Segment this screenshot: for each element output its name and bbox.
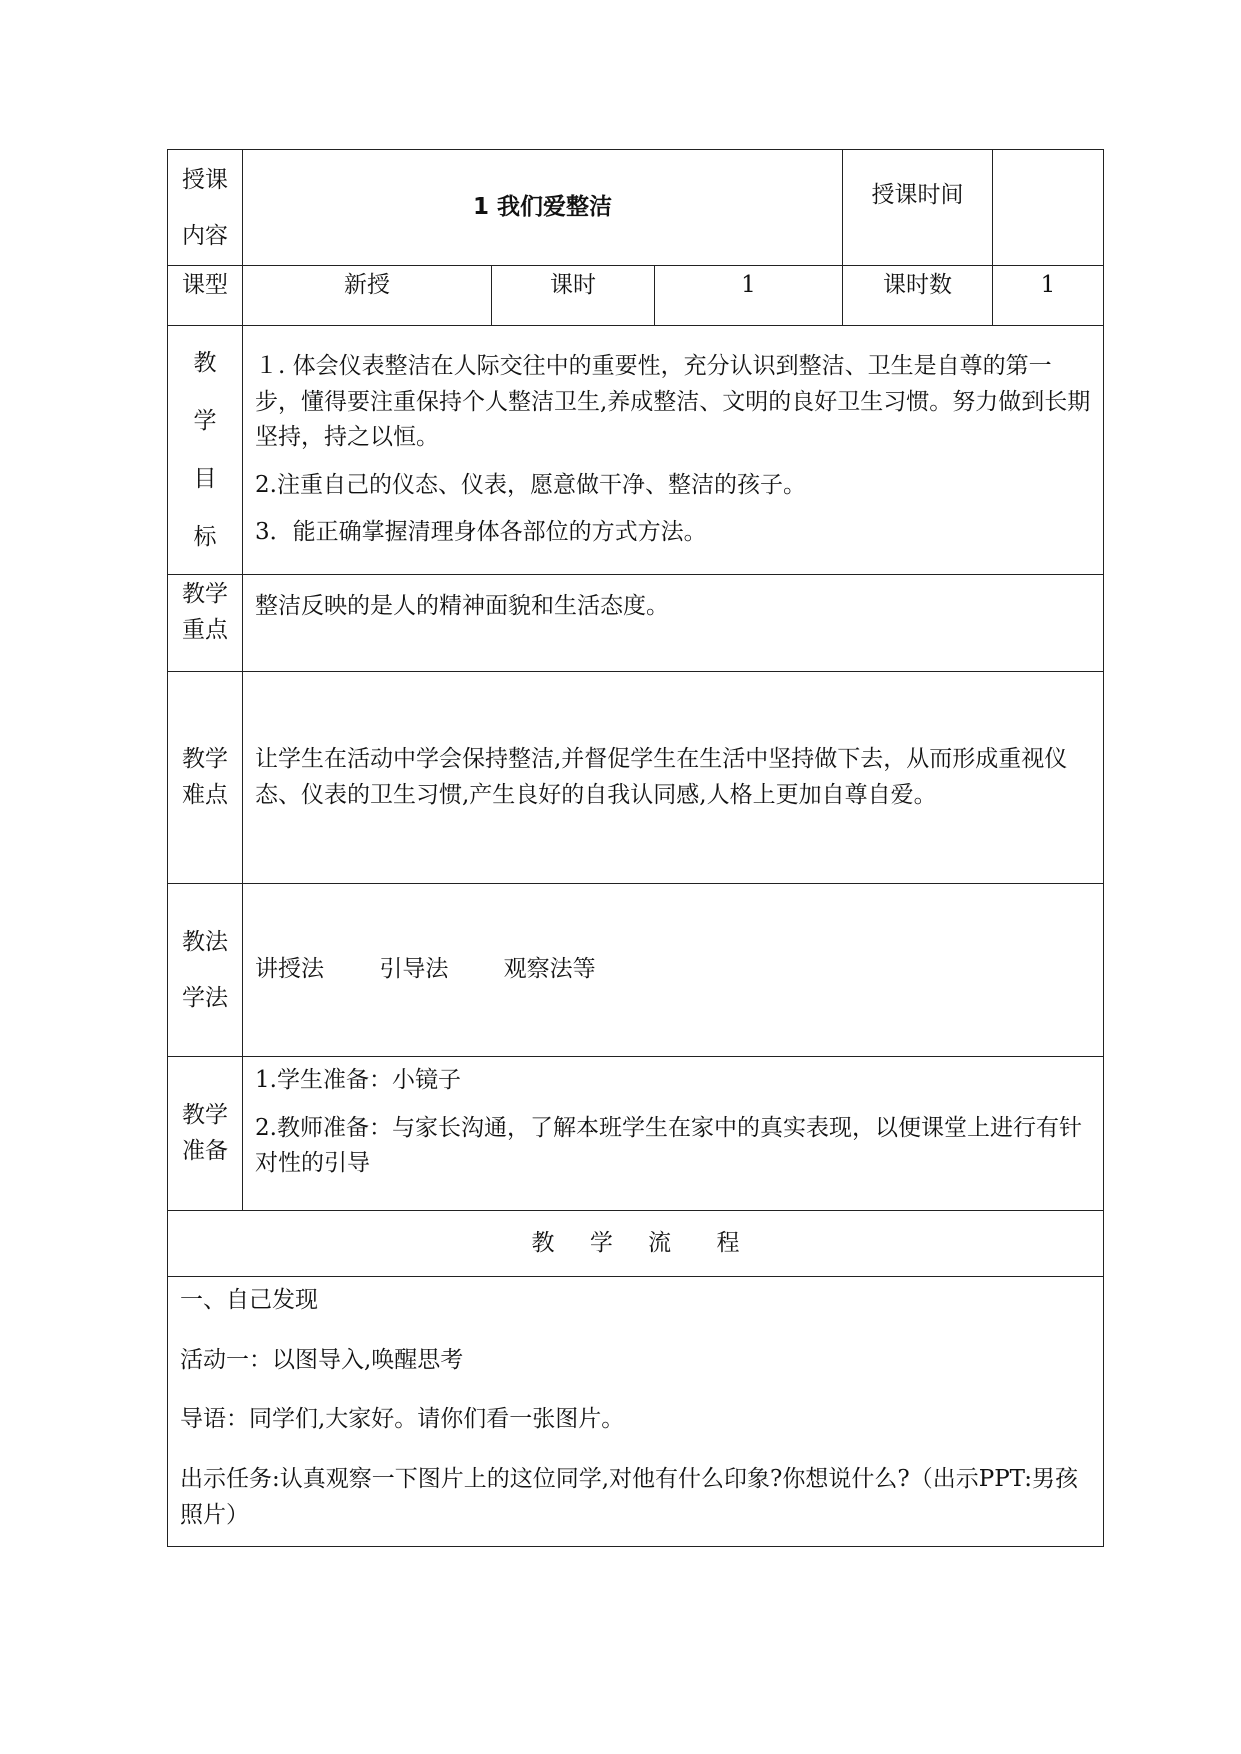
flow-line: 出示任务:认真观察一下图片上的这位同学,对他有什么印象?你想说什么?（出示PPT:男孩照片） — [180, 1465, 1078, 1528]
flow-line: 导语：同学们,大家好。请你们看一张图片。 — [180, 1406, 625, 1433]
period-value: 1 — [655, 266, 843, 326]
preparation-label-line: 教学 — [182, 1101, 228, 1128]
preparation-label-line: 准备 — [182, 1137, 228, 1164]
methods-label — [168, 884, 243, 1057]
lesson-title: 1 我们爱整洁 — [243, 150, 843, 266]
objectives-content — [243, 326, 1104, 575]
lesson-time-label: 授课时间 — [843, 150, 993, 266]
methods-row — [168, 884, 1104, 1057]
lesson-content-label — [168, 150, 243, 266]
flow-line: 活动一：以图导入,唤醒思考 — [180, 1346, 464, 1373]
flow-body-row — [168, 1277, 1104, 1547]
method-item: 引导法 — [379, 956, 449, 983]
flow-title-char: 流 — [648, 1229, 672, 1256]
methods-label-line: 教法 — [182, 929, 228, 955]
preparation-content — [243, 1057, 1104, 1211]
objectives-label-char: 教 — [193, 350, 217, 376]
method-item: 讲授法 — [255, 956, 324, 983]
flow-title-row — [168, 1211, 1104, 1277]
difficulties-row — [168, 672, 1104, 884]
lesson-time-value — [993, 150, 1104, 266]
methods-label-line: 学法 — [182, 985, 228, 1011]
objectives-label-char: 目 — [193, 466, 217, 492]
method-item: 观察法等 — [503, 956, 596, 983]
period-label: 课时 — [492, 266, 655, 326]
preparation-item: 1.学生准备：小镜子 — [255, 1067, 461, 1093]
preparation-item: 2.教师准备：与家长沟通，了解本班学生在家中的真实表现，以便课堂上进行有针对性的引导 — [255, 1114, 1082, 1177]
lesson-plan-table — [167, 149, 1104, 1547]
flow-title-char: 教 — [531, 1229, 555, 1256]
flow-title-char: 学 — [589, 1229, 613, 1256]
lesson-label-line-1: 授课 — [182, 166, 228, 193]
key-points-label — [168, 575, 243, 672]
period-count-label: 课时数 — [843, 266, 993, 326]
difficulties-label-line: 难点 — [182, 781, 228, 808]
key-points-text: 整洁反映的是人的精神面貌和生活态度。 — [243, 575, 1104, 672]
flow-title — [168, 1211, 1104, 1277]
flow-body — [168, 1277, 1104, 1547]
objectives-row — [168, 326, 1104, 575]
difficulties-text: 让学生在活动中学会保持整洁,并督促学生在生活中坚持做下去，从而形成重视仪态、仪表的卫生习惯,产生良好的自我认同感,人格上更加自尊自爱。 — [243, 672, 1104, 884]
key-points-label-line: 教学 — [182, 581, 228, 607]
methods-content — [243, 884, 1104, 1057]
objectives-label — [168, 326, 243, 575]
difficulties-label — [168, 672, 243, 884]
flow-line: 一、自己发现 — [180, 1287, 318, 1313]
objective-item: １. 体会仪表整洁在人际交往中的重要性，充分认识到整洁、卫生是自尊的第一步，懂得要注重保持个人整洁卫生,养成整洁、文明的良好卫生习惯。努力做到长期坚持，持之以恒。 — [255, 352, 1091, 451]
objective-item: 3．能正确掌握清理身体各部位的方式方法。 — [255, 519, 707, 546]
objective-item: 2.注重自己的仪态、仪表，愿意做干净、整洁的孩子。 — [255, 471, 806, 498]
lesson-label-line-2: 内容 — [182, 222, 228, 249]
difficulties-label-line: 教学 — [182, 745, 228, 772]
objectives-label-char: 学 — [193, 408, 217, 434]
objectives-label-char: 标 — [193, 524, 217, 550]
flow-title-char: 程 — [716, 1229, 740, 1256]
key-points-label-line: 重点 — [182, 616, 228, 643]
header-row — [168, 150, 1104, 266]
preparation-label — [168, 1057, 243, 1211]
lesson-type-value: 新授 — [243, 266, 492, 326]
preparation-row — [168, 1057, 1104, 1211]
meta-row — [168, 266, 1104, 326]
period-count-value: 1 — [993, 266, 1104, 326]
key-points-row — [168, 575, 1104, 672]
lesson-type-label: 课型 — [168, 266, 243, 326]
